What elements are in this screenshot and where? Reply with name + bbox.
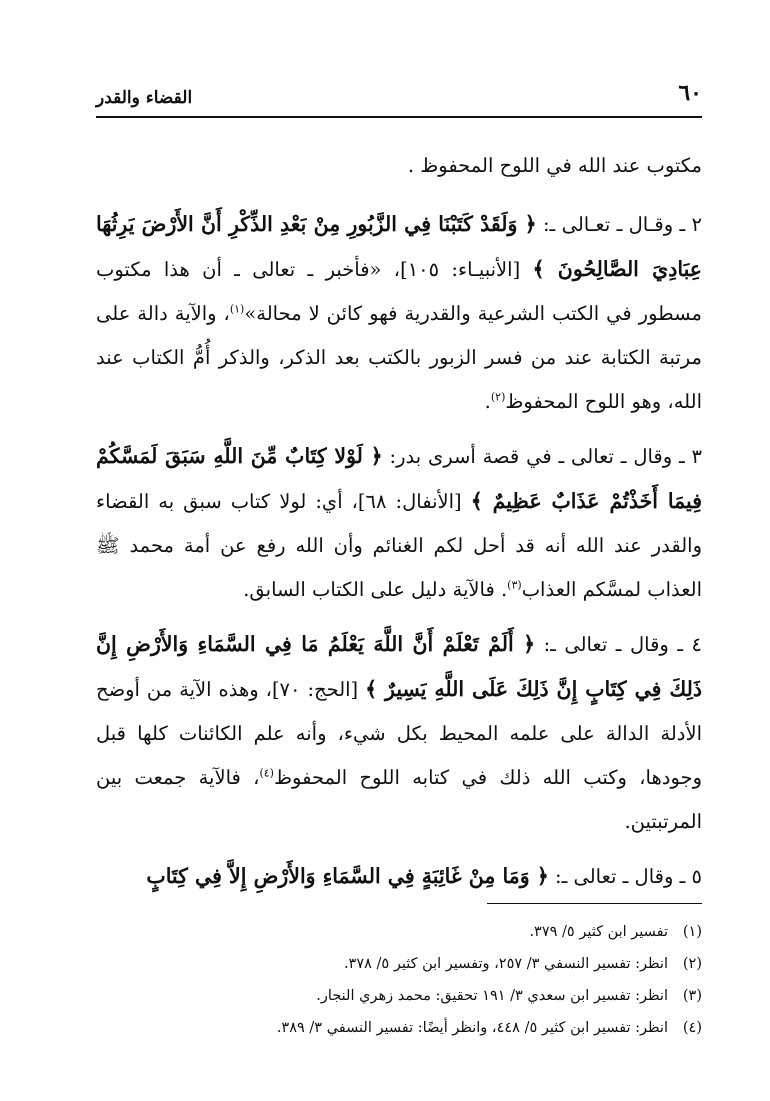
- paragraph-end: .: [484, 390, 491, 413]
- paragraph-lead: ٣ ـ وقال ـ تعالى ـ في قصة أسرى بدر:: [382, 445, 702, 468]
- paragraph-lead: ٤ ـ وقال ـ تعالى ـ:: [535, 633, 702, 656]
- footnote-text: انظر: تفسير ابن كثير ٥/ ٤٤٨، وانظر أيضًا: تفسير النسفي ٣/ ٣٨٩.: [276, 1020, 668, 1036]
- footnote-number: (٤): [682, 1020, 702, 1036]
- running-title: القضاء والقدر: [96, 88, 193, 108]
- footnote-ref[interactable]: (٤): [259, 766, 274, 780]
- paragraph-text: [الحج: ٧٠]، وهذه الآية من أوضح الأدلة الدالة على علمه المحيط بكل شيء، وأنه علم الكائنات كلها قبل وجودها، وكتب الله ذلك في كتابه اللوح المحفوظ: [96, 678, 702, 789]
- paragraph-intro: [96, 144, 702, 188]
- footnote-ref[interactable]: (١): [229, 302, 245, 316]
- footnote-rule: [487, 903, 702, 904]
- paragraph-5: [96, 854, 702, 899]
- footnote-number: (١): [682, 924, 702, 940]
- paragraph-end: . فالآية دليل على الكتاب السابق.: [243, 578, 508, 601]
- quran-verse: ﴿ أَلَمْ تَعْلَمْ أَنَّ اللَّهَ يَعْلَمُ مَا فِي السَّمَاءِ وَالأَرْضِ إِنَّ ذَلِكَ فِي كِتَابٍ إِنَّ ذَلِكَ عَلَى اللَّهِ يَسِيرٌ ﴾: [96, 632, 702, 701]
- footnote-item: [96, 1012, 702, 1044]
- page-number: ٦٠: [678, 80, 702, 106]
- footnote-item: [96, 980, 702, 1012]
- footnote-item: [96, 916, 702, 948]
- paragraph-text: [الأنفال: ٦٨]، أي: لولا كتاب سبق به القضاء والقدر عند الله أنه قد أحل لكم الغنائم وأن الله رفع عن أمة محمد ﷺ العذاب لمسَّكم العذاب: [96, 490, 702, 601]
- body-text: [96, 144, 702, 899]
- paragraph-2: [96, 202, 702, 424]
- quran-verse: ﴿ وَلَقَدْ كَتَبْنَا فِي الزَّبُورِ مِنْ بَعْدِ الذِّكْرِ أَنَّ الأَرْضَ يَرِثُهَا عِبَادِيَ الصَّالِحُونَ ﴾: [96, 212, 702, 281]
- page-header: [96, 0, 702, 118]
- footnote-ref[interactable]: (٢): [490, 390, 506, 404]
- paragraph-lead: ٥ ـ وقال ـ تعالى ـ:: [548, 865, 702, 888]
- footnote-list: [96, 916, 702, 1044]
- paragraph-text: [الأنبيـاء: ١٠٥]، «فأخبر ـ تعالى ـ أن هذا مكتوب مسطور في الكتب الشرعية والقدرية فهو كائن لا محالة»: [96, 258, 702, 325]
- paragraph-end: ، فالآية جمعت بين المرتبتين.: [96, 766, 702, 833]
- paragraph-4: [96, 622, 702, 844]
- footnote-number: (٢): [682, 956, 702, 972]
- footnote-text: تفسير ابن كثير ٥/ ٣٧٩.: [529, 924, 668, 940]
- footnote-ref[interactable]: (٣): [507, 578, 522, 592]
- footnote-number: (٣): [682, 988, 702, 1004]
- footnote-text: انظر: تفسير النسفي ٣/ ٢٥٧، وتفسير ابن كثير ٥/ ٣٧٨.: [343, 956, 668, 972]
- header-rule: [96, 116, 702, 118]
- paragraph-text: ، والآية دالة على مرتبة الكتابة عند من فسر الزبور بالكتب بعد الذكر، والذكر أُمُّ الكتاب عند الله، وهو اللوح المحفوظ: [96, 302, 702, 413]
- paragraph-3: [96, 434, 702, 612]
- quran-verse: ﴿ وَمَا مِنْ غَائِبَةٍ فِي السَّمَاءِ وَالأَرْضِ إِلاَّ فِي كِتَابٍ: [146, 864, 549, 888]
- quran-verse: ﴿ لَوْلا كِتَابٌ مِّنَ اللَّهِ سَبَقَ لَمَسَّكُمْ فِيمَا أَخَذْتُمْ عَذَابٌ عَظِيمٌ ﴾: [96, 444, 702, 513]
- footnote-item: [96, 948, 702, 980]
- intro-text: مكتوب عند الله في اللوح المحفوظ .: [407, 154, 702, 177]
- footnote-text: انظر: تفسير ابن سعدي ٣/ ١٩١ تحقيق: محمد زهري النجار.: [316, 988, 668, 1004]
- paragraph-lead: ٢ ـ وقـال ـ تعـالى ـ:: [536, 213, 702, 236]
- footnotes: [96, 903, 702, 1044]
